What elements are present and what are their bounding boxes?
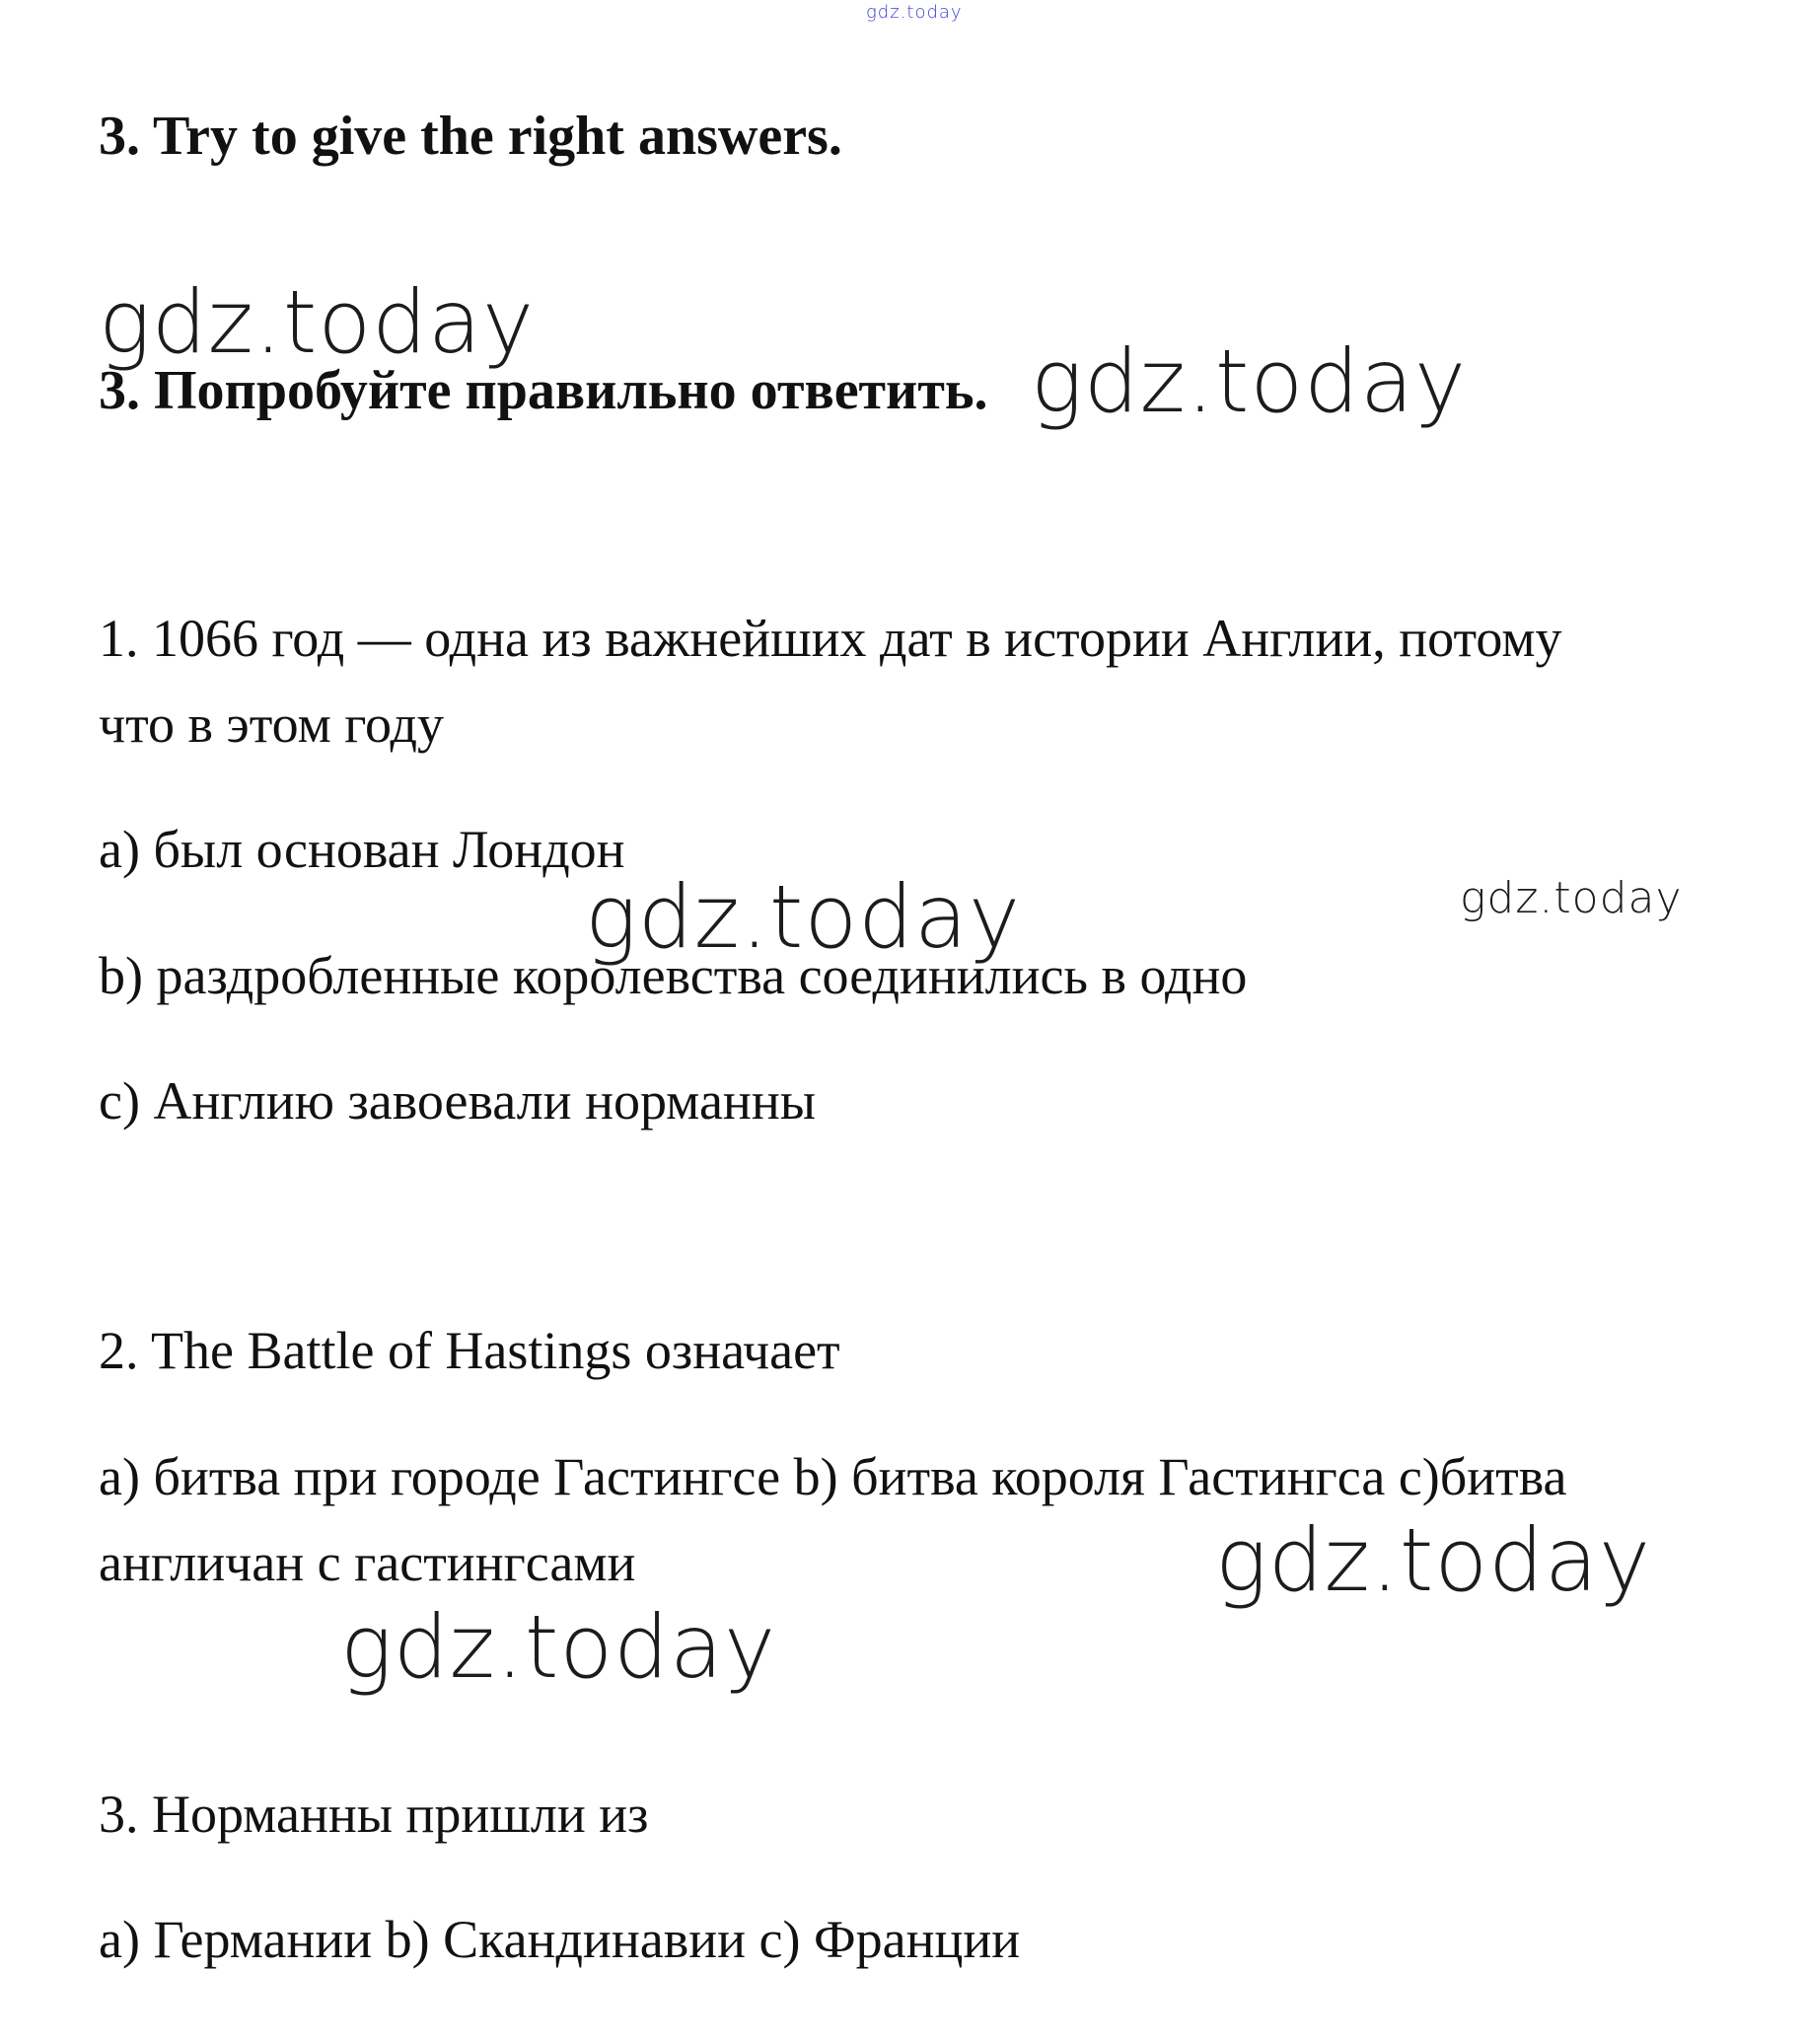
question-2-line-1: 2. The Battle of Hastings означает — [99, 1321, 840, 1380]
question-3-line-1: 3. Норманны пришли из — [99, 1785, 649, 1844]
watermark-6: gdz.today — [340, 1596, 777, 1698]
question-3-answers-line-1: a) Германии b) Скандинавии c) Франции — [99, 1910, 1021, 1969]
question-1-answer-a: a) был основан Лондон — [99, 820, 625, 879]
question-2-answers-line-2: англичан с гастингсами — [99, 1533, 636, 1592]
heading-russian: 3. Попробуйте правильно ответить. — [99, 360, 988, 421]
question-2-answers-line-1: a) битва при городе Гастингсе b) битва короля Гастингса c)битва — [99, 1447, 1567, 1506]
watermark-2: gdz.today — [1031, 330, 1468, 432]
watermark-5: gdz.today — [1215, 1509, 1652, 1611]
question-1-answer-b: b) раздробленные королевства соединились в одно — [99, 946, 1248, 1005]
question-1-answer-c: c) Англию завоевали норманны — [99, 1071, 816, 1131]
watermark-3: gdz.today — [585, 866, 1022, 968]
watermark-top: gdz.today — [866, 2, 963, 23]
question-1-line-2: что в этом году — [99, 694, 444, 754]
heading-english: 3. Try to give the right answers. — [99, 106, 842, 167]
watermark-1: gdz.today — [99, 271, 536, 373]
question-1-line-1: 1. 1066 год — одна из важнейших дат в истории Англии, потому — [99, 609, 1562, 668]
watermark-4: gdz.today — [1460, 873, 1683, 923]
